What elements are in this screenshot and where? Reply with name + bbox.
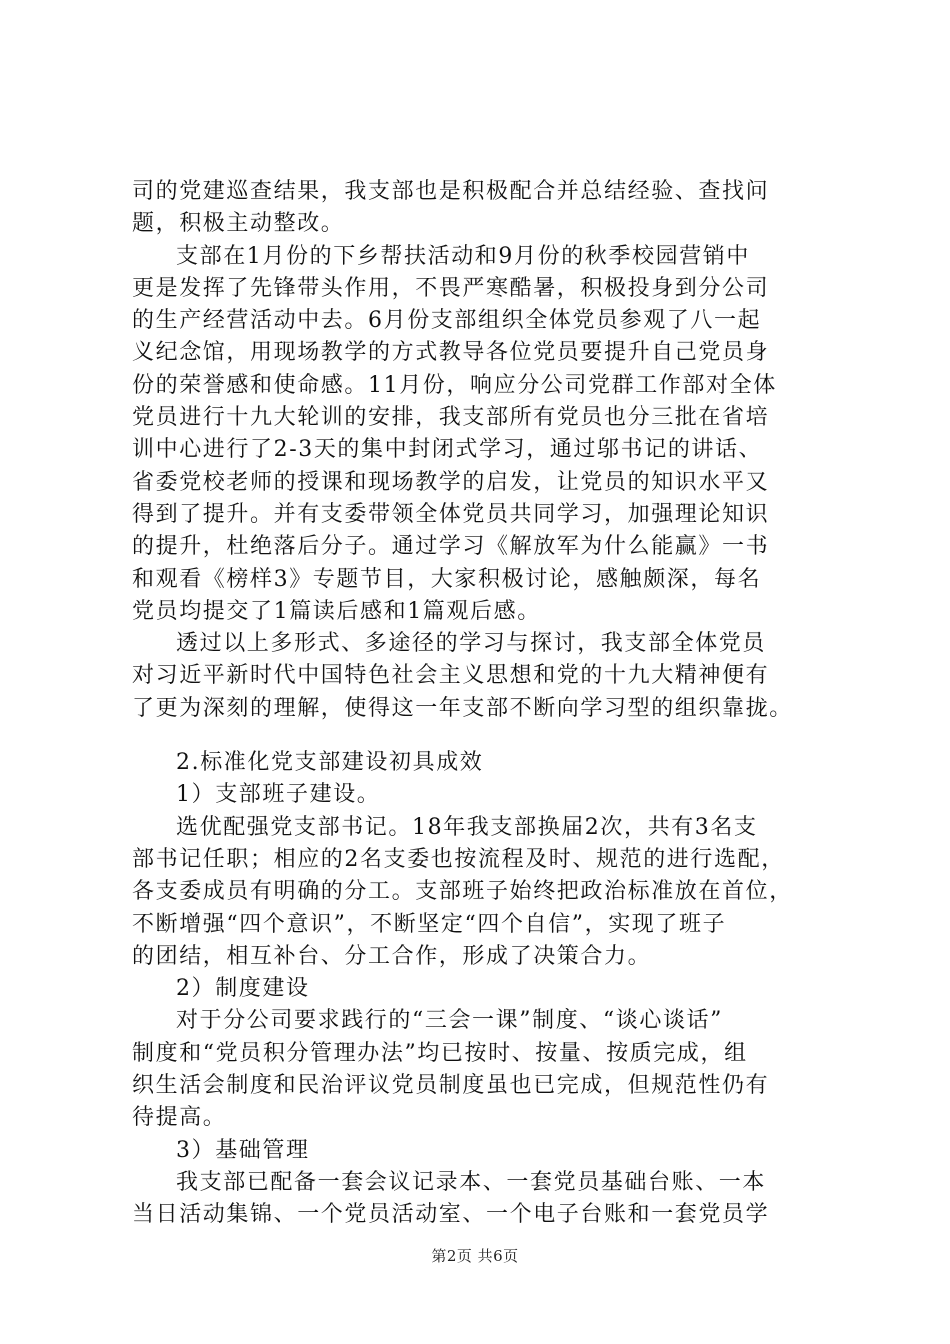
text-line: 各支委成员有明确的分工。支部班子始终把政治标准放在首位， bbox=[132, 879, 793, 905]
text-line: 支部在1月份的下乡帮扶活动和9月份的秋季校园营销中 bbox=[176, 243, 750, 269]
text-line: 的团结，相互补台、分工合作，形成了决策合力。 bbox=[132, 943, 652, 969]
text-line: 不断增强“四个意识”，不断坚定“四个自信”，实现了班子 bbox=[132, 911, 727, 937]
document-body bbox=[132, 176, 832, 1232]
text-line: 1）支部班子建设。 bbox=[176, 782, 381, 808]
text-line: 制度和“党员积分管理办法”均已按时、按量、按质完成，组 bbox=[132, 1040, 748, 1066]
text-line: 对于分公司要求践行的“三会一课”制度、“谈心谈话” bbox=[176, 1008, 723, 1034]
text-line: 得到了提升。并有支委带领全体党员共同学习，加强理论知识 bbox=[132, 501, 770, 527]
text-line: 透过以上多形式、多途径的学习与探讨，我支部全体党员 bbox=[176, 631, 767, 657]
text-line: 待提高。 bbox=[132, 1105, 227, 1131]
text-line: 对习近平新时代中国特色社会主义思想和党的十九大精神便有 bbox=[132, 663, 770, 689]
text-line: 党员进行十九大轮训的安排，我支部所有党员也分三批在省培 bbox=[132, 405, 770, 431]
text-line: 更是发挥了先锋带头作用，不畏严寒酷暑，积极投身到分公司 bbox=[132, 275, 770, 301]
text-line: 的提升，杜绝落后分子。通过学习《解放军为什么能赢》一书 bbox=[132, 534, 770, 560]
text-line: 和观看《榜样3》专题节目，大家积极讨论，感触颇深，每名 bbox=[132, 566, 762, 592]
text-line: 党员均提交了1篇读后感和1篇观后感。 bbox=[132, 598, 541, 624]
text-line: 省委党校老师的授课和现场教学的启发，让党员的知识水平又 bbox=[132, 469, 770, 495]
paragraph-gap bbox=[132, 725, 832, 747]
page-footer: 第2页 共6页 bbox=[431, 1247, 519, 1265]
text-line: 训中心进行了2-3天的集中封闭式学习，通过邬书记的讲话、 bbox=[132, 437, 763, 463]
text-line: 的生产经营活动中去。6月份支部组织全体党员参观了八一起 bbox=[132, 308, 762, 334]
text-line: 当日活动集锦、一个党员活动室、一个电子台账和一套党员学 bbox=[132, 1202, 770, 1228]
text-line: 我支部已配备一套会议记录本、一套党员基础台账、一本 bbox=[176, 1169, 767, 1195]
text-line: 司的党建巡查结果，我支部也是积极配合并总结经验、查找问 bbox=[132, 179, 770, 204]
text-line: 3）基础管理 bbox=[176, 1137, 310, 1163]
text-line: 题，积极主动整改。 bbox=[132, 211, 345, 237]
text-line: 选优配强党支部书记。18年我支部换届2次，共有3名支 bbox=[176, 814, 758, 840]
text-line: 2.标准化党支部建设初具成效 bbox=[176, 750, 484, 776]
text-line: 2）制度建设 bbox=[176, 976, 310, 1002]
text-line: 份的荣誉感和使命感。11月份，响应分公司党群工作部对全体 bbox=[132, 372, 777, 398]
text-line: 部书记任职；相应的2名支委也按流程及时、规范的进行选配， bbox=[132, 846, 785, 872]
text-line: 义纪念馆，用现场教学的方式教导各位党员要提升自己党员身 bbox=[132, 340, 770, 366]
text-line: 了更为深刻的理解，使得这一年支部不断向学习型的组织靠拢。 bbox=[132, 695, 793, 721]
text-line: 织生活会制度和民治评议党员制度虽也已完成，但规范性仍有 bbox=[132, 1073, 770, 1099]
